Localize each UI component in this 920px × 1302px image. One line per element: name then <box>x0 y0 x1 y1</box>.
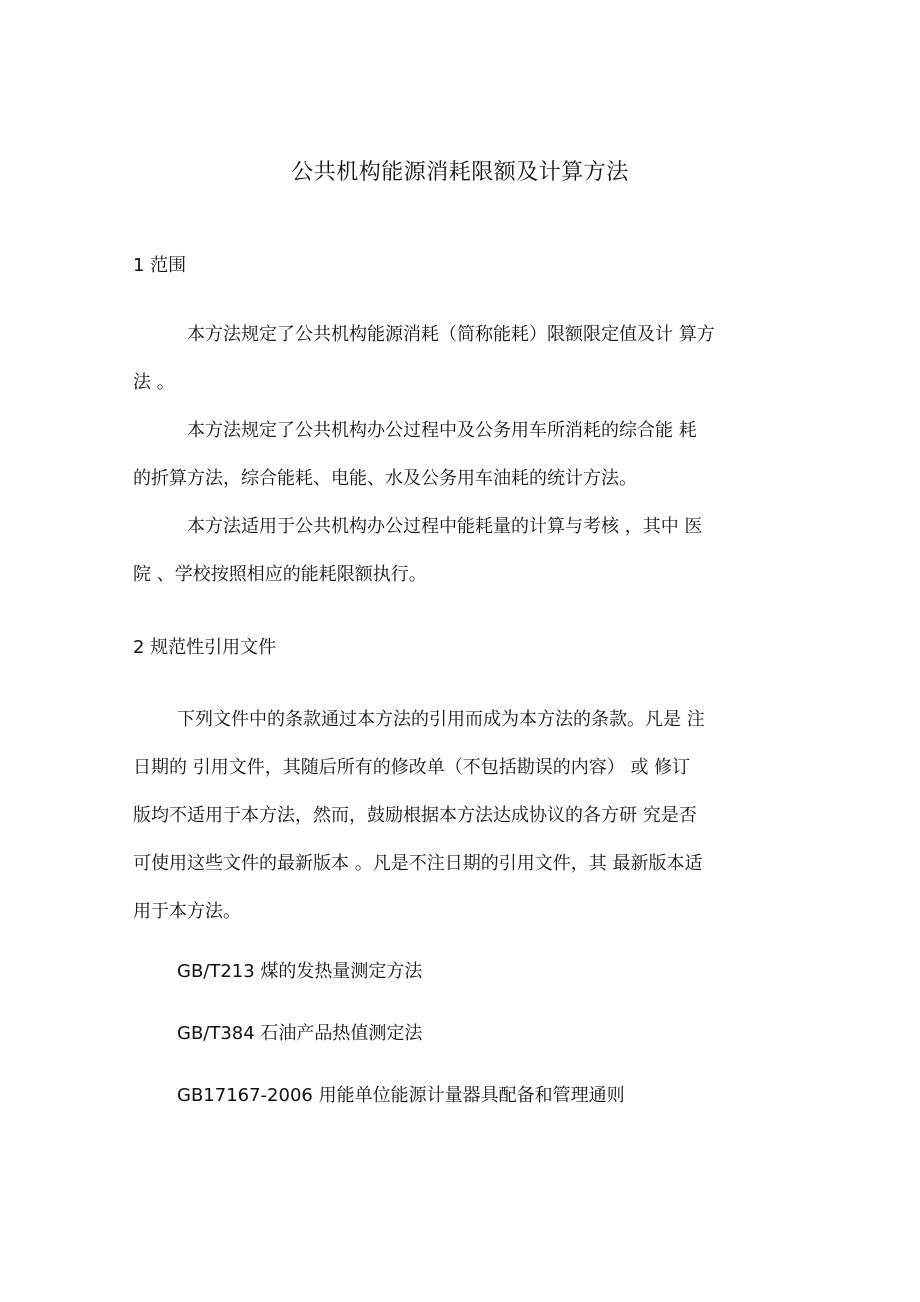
reference-item: GB17167-2006 用能单位能源计量器具配备和管理通则 <box>177 1085 625 1106</box>
document-title: 公共机构能源消耗限额及计算方法 <box>291 160 629 185</box>
paragraph-line: 院 、学校按照相应的能耗限额执行。 <box>133 564 427 585</box>
section-heading-scope: 1 范围 <box>133 255 187 276</box>
section-heading-normative-references: 2 规范性引用文件 <box>133 637 277 658</box>
reference-item: GB/T213 煤的发热量测定方法 <box>177 961 423 982</box>
paragraph-line: 本方法适用于公共机构办公过程中能耗量的计算与考核 ，其中 医 <box>187 516 703 537</box>
reference-item: GB/T384 石油产品热值测定法 <box>177 1023 423 1044</box>
scope-paragraph-3 <box>133 503 789 599</box>
paragraph-line: 本方法规定了公共机构办公过程中及公务用车所消耗的综合能 耗 <box>187 420 697 441</box>
paragraph-line: 日期的 引用文件，其随后所有的修改单（不包括勘误的内容） 或 修订 <box>133 757 691 778</box>
paragraph-line: 法 。 <box>133 372 175 393</box>
paragraph-line: 版均不适用于本方法，然而，鼓励根据本方法达成协议的各方研 究是否 <box>133 805 697 826</box>
paragraph-line: 用于本方法。 <box>133 901 241 922</box>
scope-paragraph-1 <box>133 311 789 407</box>
references-paragraph <box>133 696 789 936</box>
paragraph-line: 可使用这些文件的最新版本 。凡是不注日期的引用文件，其 最新版本适 <box>133 853 703 874</box>
paragraph-line: 本方法规定了公共机构能源消耗（简称能耗）限额限定值及计 算方 <box>187 324 715 345</box>
scope-paragraph-2 <box>133 407 789 503</box>
paragraph-line: 下列文件中的条款通过本方法的引用而成为本方法的条款。凡是 注 <box>177 709 705 730</box>
paragraph-line: 的折算方法，综合能耗、电能、水及公务用车油耗的统计方法。 <box>133 468 637 489</box>
